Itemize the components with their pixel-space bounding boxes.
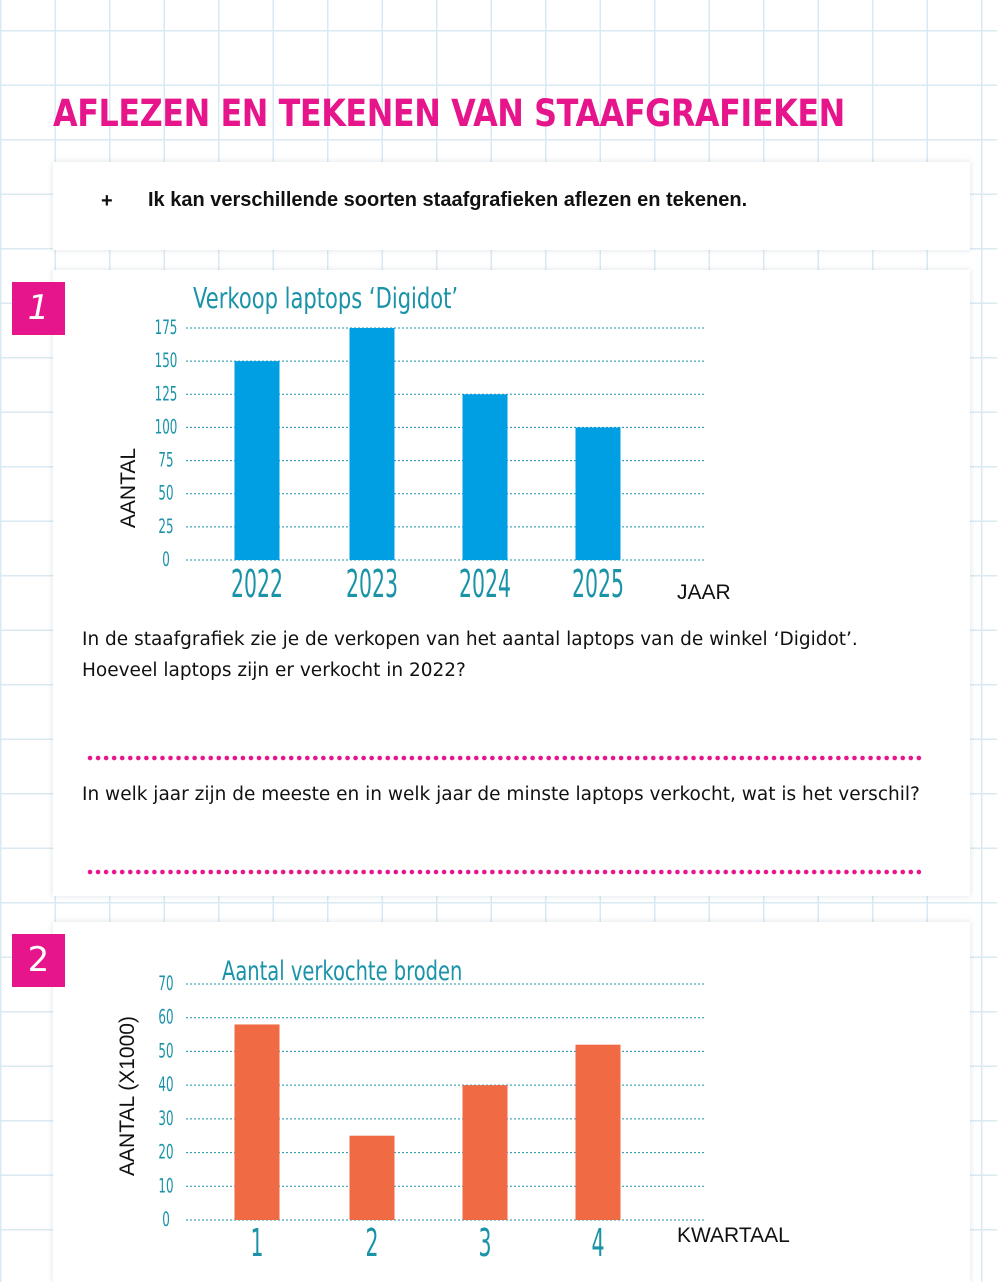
exercise-2-number: 2 xyxy=(12,934,65,987)
y-tick-label: 70 xyxy=(158,971,174,995)
y-tick-label: 50 xyxy=(158,481,174,505)
plus-bullet: + xyxy=(101,190,113,212)
x-tick-label: 2 xyxy=(365,1222,379,1266)
y-tick-label: 20 xyxy=(158,1140,174,1164)
question-1-text: In de staafgrafiek zie je de verkopen van het aantal laptops van de winkel ‘Digidot’. Hoeveel laptops zijn er verkocht in 2022? xyxy=(82,629,858,681)
chart-title: Verkoop laptops ‘Digidot’ xyxy=(192,281,459,315)
y-tick-label: 100 xyxy=(154,415,178,439)
x-tick-label: 2024 xyxy=(458,563,512,607)
y-tick-label: 10 xyxy=(158,1174,174,1198)
answer-line-2[interactable] xyxy=(86,869,924,875)
y-tick-label: 30 xyxy=(158,1106,174,1130)
y-tick-label: 60 xyxy=(158,1005,174,1029)
y-tick-label: 125 xyxy=(154,382,178,406)
x-tick-label: 3 xyxy=(478,1222,492,1266)
x-tick-label: 2022 xyxy=(230,563,284,607)
y-tick-label: 25 xyxy=(158,514,174,538)
bar-3 xyxy=(463,1085,508,1220)
x-tick-label: 2025 xyxy=(571,563,625,607)
y-tick-label: 75 xyxy=(158,448,174,472)
y-tick-label: 50 xyxy=(158,1039,174,1063)
answer-line-1[interactable] xyxy=(86,755,924,761)
x-tick-label: 2023 xyxy=(345,563,399,607)
x-tick-label: 4 xyxy=(591,1222,605,1266)
y-tick-label: 40 xyxy=(158,1073,174,1096)
page-title: AFLEZEN EN TEKENEN VAN STAAFGRAFIEKEN xyxy=(53,92,845,135)
bar-1 xyxy=(235,1024,280,1220)
y-tick-label: 175 xyxy=(154,315,178,339)
question-2-text: In welk jaar zijn de meeste en in welk jaar de minste laptops verkocht, wat is het verschil? xyxy=(82,784,920,805)
exercise-1-number: 1 xyxy=(12,282,65,335)
y-axis-label: AANTAL xyxy=(117,447,140,529)
y-axis-label: AANTAL (X1000) xyxy=(116,1016,139,1176)
learning-goal-text: Ik kan verschillende soorten staafgrafieken aflezen en tekenen. xyxy=(148,189,748,211)
bar-4 xyxy=(576,1045,621,1220)
x-axis-label: JAAR xyxy=(677,581,731,604)
x-axis-label: KWARTAAL xyxy=(677,1224,790,1247)
bar-2 xyxy=(350,1136,395,1220)
y-tick-label: 0 xyxy=(162,1207,170,1231)
x-tick-label: 1 xyxy=(250,1222,264,1266)
y-tick-label: 0 xyxy=(162,547,170,571)
y-tick-label: 150 xyxy=(154,349,178,372)
chart-title: Aantal verkochte broden xyxy=(222,957,463,987)
